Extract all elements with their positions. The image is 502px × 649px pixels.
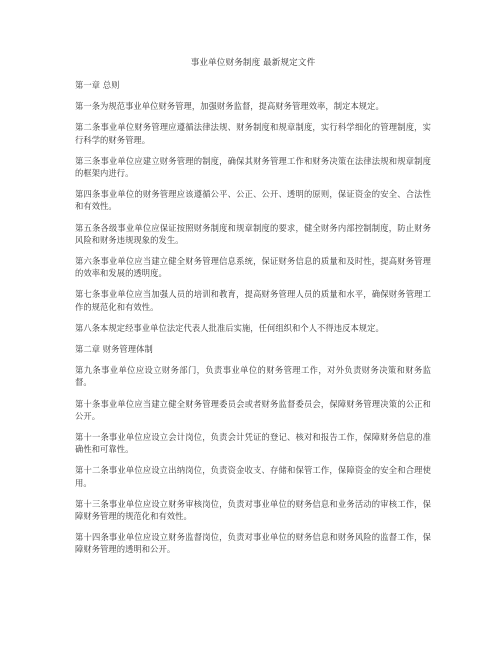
article-paragraph: 第十三条事业单位应设立财务审核岗位，负责对事业单位的财务信息和业务活动的审核工作，保障财务管理的规范化和有效性。	[75, 498, 431, 522]
article-paragraph: 第九条事业单位应设立财务部门，负责事业单位的财务管理工作，对外负责财务决策和财务监督。	[75, 365, 431, 388]
document-title: 事业单位财务制度 最新规定文件	[190, 58, 316, 68]
article-paragraph: 第十条事业单位应当建立健全财务管理委员会或者财务监督委员会，保障财务管理决策的公正和公开。	[75, 398, 431, 421]
article-paragraph: 第七条事业单位应当加强人员的培训和教育，提高财务管理人员的质量和水平，确保财务管理工作的规范化和有效性。	[75, 289, 431, 312]
chapter-heading: 第一章 总则	[75, 80, 120, 90]
article-paragraph: 第三条事业单位应建立财务管理的制度，确保其财务管理工作和财务决策在法律法规和规章制度的框架内进行。	[75, 155, 431, 179]
article-paragraph: 第十四条事业单位应设立财务监督岗位，负责对事业单位的财务信息和财务风险的监督工作，保障财务管理的透明和公开。	[75, 532, 431, 555]
article-paragraph: 第十二条事业单位应设立出纳岗位，负责资金收支、存储和保管工作，保障资金的安全和合理使用。	[75, 465, 431, 488]
article-paragraph: 第八条本规定经事业单位法定代表人批准后实施，任何组织和个人不得违反本规定。	[75, 322, 384, 333]
article-paragraph: 第四条事业单位的财务管理应该遵循公平、公正、公开、透明的原则，保证资金的安全、合法性和有效性。	[75, 189, 431, 212]
article-paragraph: 第五条各级事业单位应保证按照财务制度和规章制度的要求，健全财务内部控制制度，防止财务风险和财务违规现象的发生。	[75, 222, 431, 245]
article-paragraph: 第二条事业单位财务管理应遵循法律法规、财务制度和规章制度，实行科学细化的管理制度，实行科学的财务管理。	[75, 122, 431, 145]
article-paragraph: 第六条事业单位应当建立健全财务管理信息系统，保证财务信息的质量和及时性，提高财务管理的效率和发展的透明度。	[75, 256, 431, 279]
article-paragraph: 第一条为规范事业单位财务管理，加强财务监督，提高财务管理效率，制定本规定。	[75, 101, 384, 112]
chapter-heading: 第二章 财务管理体制	[75, 344, 153, 355]
article-paragraph: 第十一条事业单位应设立会计岗位，负责会计凭证的登记、核对和报告工作，保障财务信息的准确性和可靠性。	[75, 432, 431, 455]
